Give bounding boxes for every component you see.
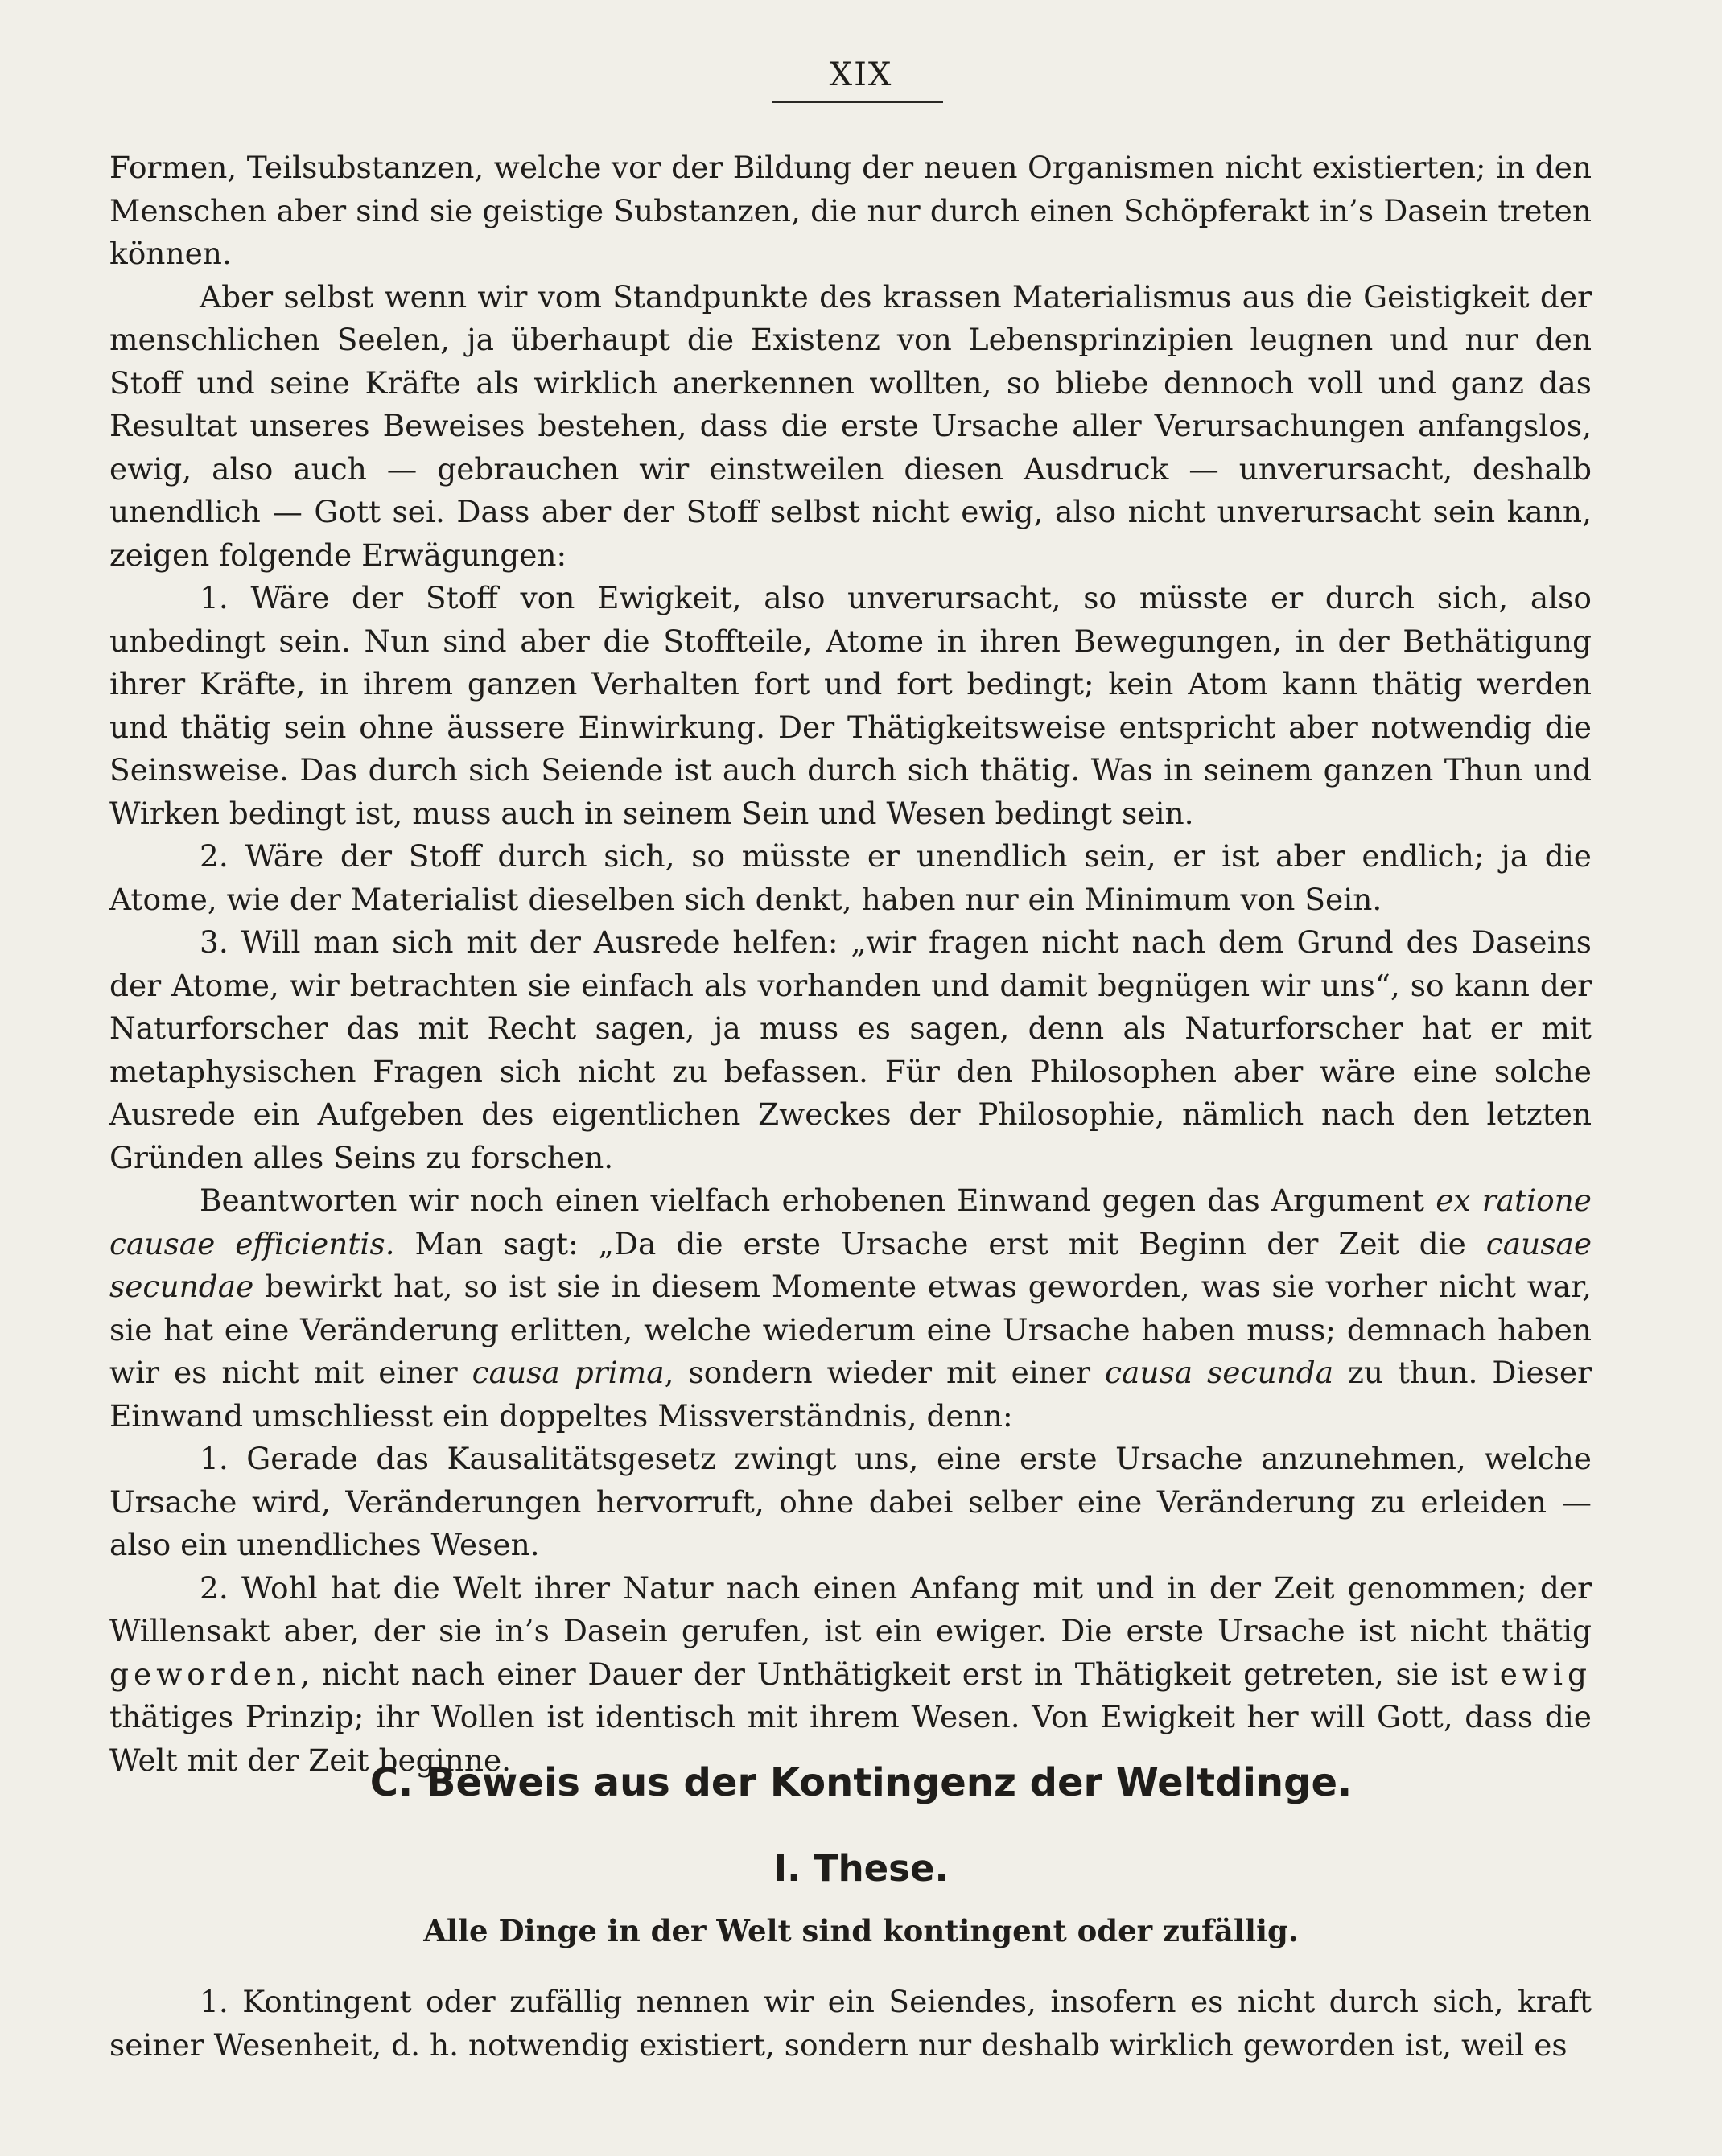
- section-heading: C. Beweis aus der Kontingenz der Weltdinge.: [369, 1760, 1353, 1805]
- paragraph-point-2: 2. Wäre der Stoff durch sich, so müsste er unendlich sein, er ist aber endlich; ja die Atome, wie der Materialist dieselben sich denkt, haben nur ein Minimum von Sein.: [109, 838, 1592, 917]
- paragraph-point-1: 1. Wäre der Stoff von Ewigkeit, also unverursacht, so müsste er durch sich, also unbedingt sein. Nun sind aber die Stoffteile, Atome in ihren Bewegungen, in der Bethätigung ihrer Kräfte, in ihrem ganzen Verhalten fort und fort bedingt; kein Atom kann thätig werden und thätig sein ohne äussere Einwirkung. Der Thätigkeitsweise entspricht aber notwendig die Seinsweise. Das durch sich Seiende ist auch durch sich thätig. Was in seinem ganzen Thun und Wirken bedingt ist, muss auch in seinem Sein und Wesen bedingt sein.: [109, 580, 1592, 831]
- text-run: Beantworten wir noch einen vielfach erhobenen Einwand gegen das Argument: [200, 1183, 1436, 1218]
- subsection-heading: I. These.: [773, 1847, 949, 1890]
- text-run: Man sagt: „Da die erste Ursache erst mit Beginn der Zeit die: [394, 1225, 1486, 1261]
- italic-term: causa secunda: [1105, 1355, 1334, 1390]
- text-run: thätiges Prinzip; ihr Wollen ist identisch mit ihrem Wesen. Von Ewigkeit her will Gott, dass die Welt mit der Zeit beginne.: [109, 1699, 1592, 1778]
- italic-term: causae secundae: [109, 1225, 1592, 1304]
- spaced-emphasis: geworden: [109, 1656, 301, 1692]
- text-run: bewirkt hat, so ist sie in diesem Momente etwas geworden, was sie vorher nicht war, sie hat eine Veränderung erlitten, welche wiederum eine Ursache haben muss; demnach haben wir es nicht mit einer: [109, 1269, 1592, 1390]
- thesis-text: [109, 1981, 1592, 2067]
- paragraph-einwand: [109, 1179, 1592, 1438]
- page-number: XIX: [829, 56, 893, 93]
- paragraph-point-3: 3. Will man sich mit der Ausrede helfen: „wir fragen nicht nach dem Grund des Daseins der Atome, wir betrachten sie einfach als vorhanden und damit begnügen wir uns“, so kann der Naturforscher das mit Recht sagen, ja muss es sagen, denn als Naturforscher hat er mit metaphysischen Fragen sich nicht zu befassen. Für den Philosophen aber wäre eine solche Ausrede ein Aufgeben des eigentlichen Zweckes der Philosophie, nämlich nach den letzten Gründen alles Seins zu forschen.: [109, 924, 1592, 1175]
- paragraph-materialismus: Aber selbst wenn wir vom Standpunkte des krassen Materialismus aus die Geistigkeit der menschlichen Seelen, ja überhaupt die Existenz von Lebensprinzipien leugnen und nur den Stoff und seine Kräfte als wirklich anerkennen wollten, so bliebe dennoch voll und ganz das Resultat unseres Beweises bestehen, dass die erste Ursache aller Verursachungen anfangslos, ewig, also auch — gebrauchen wir einstweilen diesen Ausdruck — unverursacht, deshalb unendlich — Gott sei. Dass aber der Stoff selbst nicht ewig, also nicht unverursacht sein kann, zeigen folgende Erwägungen:: [109, 278, 1592, 573]
- italic-term: causa prima: [472, 1355, 665, 1390]
- italic-term: ex ratione causae efficientis.: [109, 1183, 1592, 1261]
- paragraph-kontingent: 1. Kontingent oder zufällig nennen wir ein Seiendes, insofern es nicht durch sich, kraft seiner Wesenheit, d. h. notwendig existiert, sondern nur deshalb wirklich geworden ist, weil es: [109, 1984, 1592, 2063]
- text-run: zu thun. Dieser Einwand umschliesst ein doppeltes Missverständnis, denn:: [109, 1355, 1592, 1434]
- thesis-statement: Alle Dinge in der Welt sind kontingent oder zufällig.: [423, 1913, 1299, 1948]
- paragraph-answer-2: [109, 1567, 1592, 1783]
- paragraph-formen: Formen, Teilsubstanzen, welche vor der Bildung der neuen Organismen nicht existierten; in den Menschen aber sind sie geistige Substanzen, die nur durch einen Schöpferakt in’s Dasein treten können.: [109, 150, 1592, 271]
- text-run: , sondern wieder mit einer: [664, 1355, 1105, 1390]
- spaced-emphasis: ewig: [1499, 1656, 1592, 1692]
- main-text: [109, 146, 1592, 1782]
- text-run: 2. Wohl hat die Welt ihrer Natur nach einen Anfang mit und in der Zeit genommen; der Willensakt aber, der sie in’s Dasein gerufen, ist ein ewiger. Die erste Ursache ist nicht thätig: [109, 1570, 1592, 1648]
- paragraph-answer-1: 1. Gerade das Kausalitätsgesetz zwingt uns, eine erste Ursache anzunehmen, welche Ursache wird, Veränderungen hervorruft, ohne dabei selber eine Veränderung zu erleiden — also ein unendliches Wesen.: [109, 1441, 1592, 1562]
- header-rule: [772, 101, 943, 103]
- text-run: , nicht nach einer Dauer der Unthätigkeit erst in Thätigkeit getreten, sie ist: [300, 1656, 1500, 1692]
